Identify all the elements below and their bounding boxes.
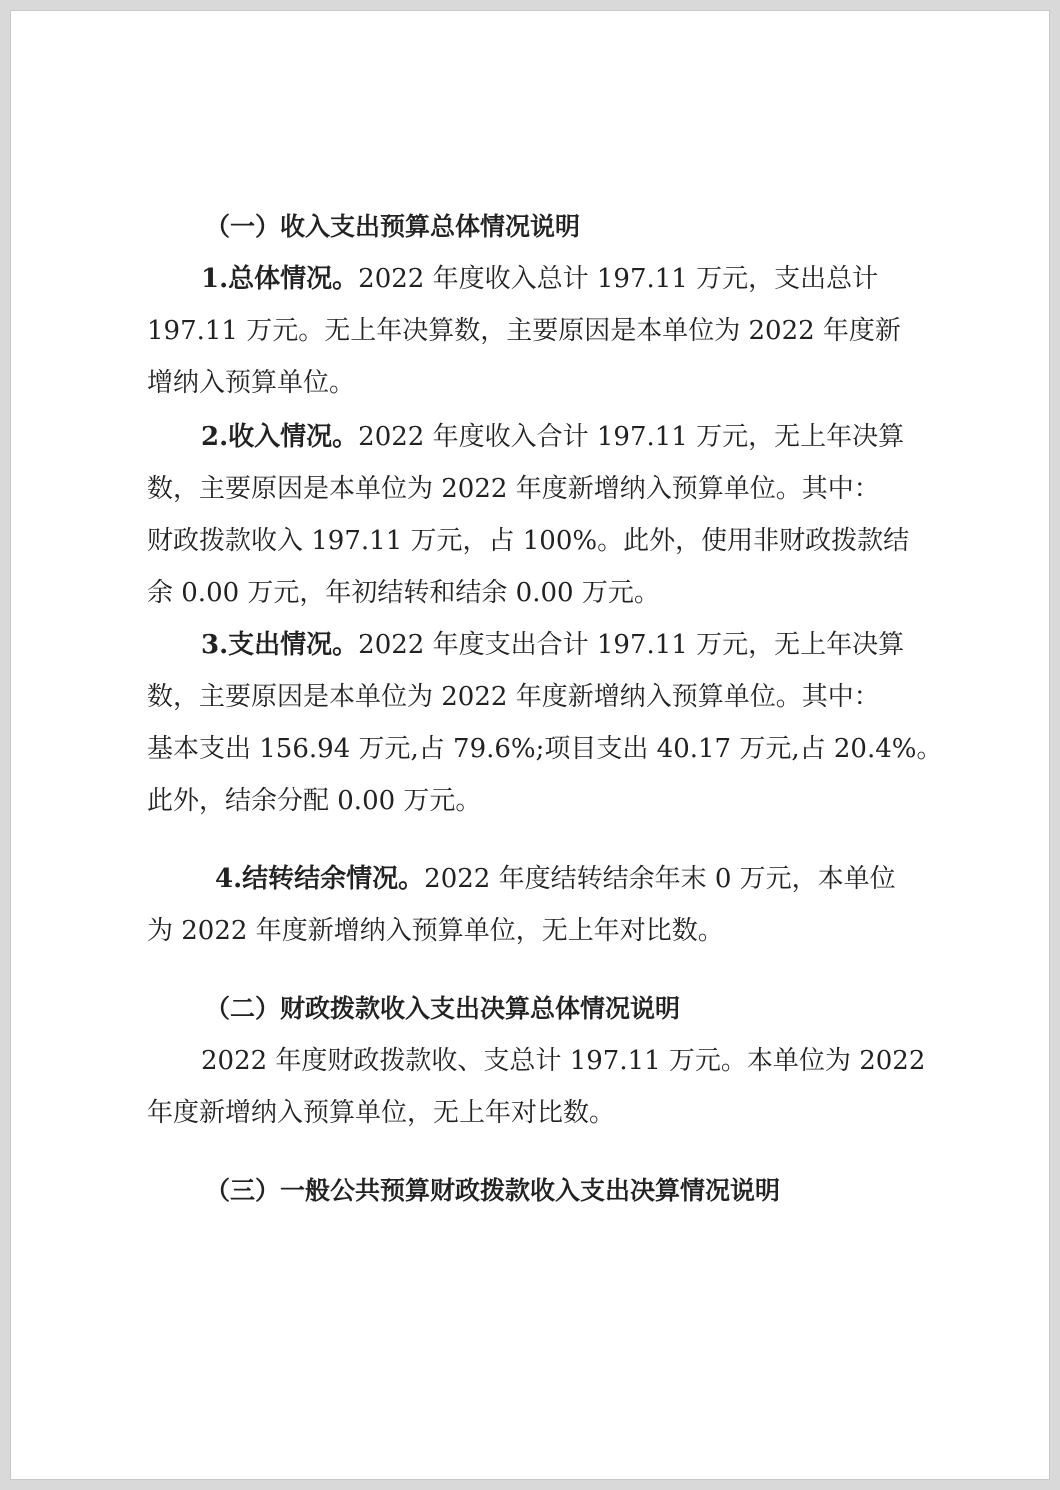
p1-label: 1.总体情况。 [201,264,359,294]
section2-heading: （二）财政拨款收入支出决算总体情况说明 [205,994,681,1023]
p2-line4: 余 0.00 万元，年初结转和结余 0.00 万元。 [147,578,660,608]
section2-line1: 2022 年度财政拨款收、支总计 197.11 万元。本单位为 2022 [201,1046,926,1076]
p2-line1 [201,421,904,453]
p2-text1: 2022 年度收入合计 197.11 万元，无上年决算 [358,422,905,452]
p1-line1 [201,263,878,295]
p3-line3: 基本支出 156.94 万元,占 79.6%;项目支出 40.17 万元,占 20.4%。 [147,734,943,764]
section1-heading: （一）收入支出预算总体情况说明 [205,212,581,241]
p2-line2: 数，主要原因是本单位为 2022 年度新增纳入预算单位。其中： [147,474,880,504]
p3-line1 [201,629,904,661]
p3-line2: 数，主要原因是本单位为 2022 年度新增纳入预算单位。其中： [147,682,880,712]
p1-text1: 2022 年度收入总计 197.11 万元，支出总计 [358,264,879,294]
p2-line3: 财政拨款收入 197.11 万元，占 100%。此外，使用非财政拨款结 [147,526,910,556]
p4-line1 [215,863,896,895]
p1-line2: 197.11 万元。无上年决算数，主要原因是本单位为 2022 年度新 [147,316,901,346]
p1-line3: 增纳入预算单位。 [147,368,356,398]
document-page [10,10,1050,1480]
p2-label: 2.收入情况。 [201,422,359,452]
p4-line2: 为 2022 年度新增纳入预算单位，无上年对比数。 [147,916,724,946]
p3-text1: 2022 年度支出合计 197.11 万元，无上年决算 [358,630,905,660]
p3-label: 3.支出情况。 [201,630,359,660]
p3-line4: 此外，结余分配 0.00 万元。 [147,786,482,816]
p4-text1: 2022 年度结转结余年末 0 万元，本单位 [424,864,896,894]
p4-label: 4.结转结余情况。 [215,864,425,894]
section2-line2: 年度新增纳入预算单位，无上年对比数。 [147,1098,616,1128]
section3-heading: （三）一般公共预算财政拨款收入支出决算情况说明 [205,1176,781,1205]
